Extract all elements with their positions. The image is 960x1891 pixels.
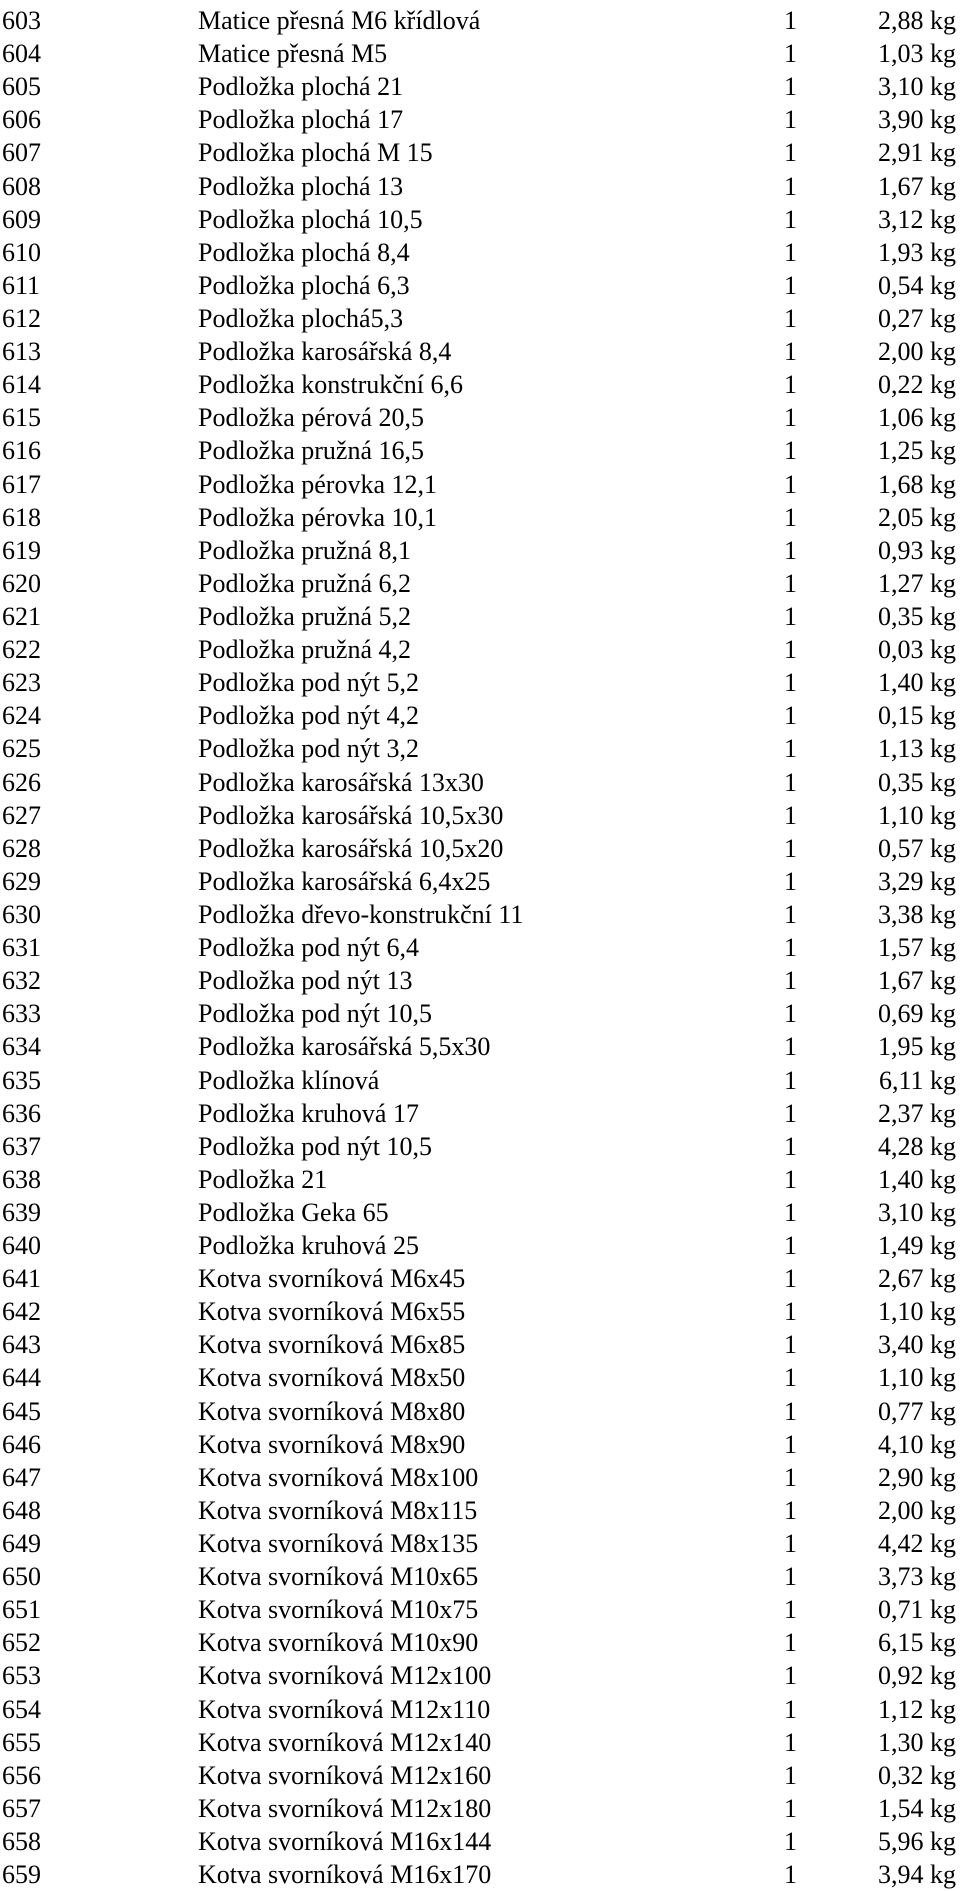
list-row (0, 236, 960, 269)
item-number: 605 (2, 72, 41, 102)
list-row (0, 1461, 960, 1494)
item-number: 642 (2, 1297, 41, 1327)
item-weight: 3,10 kg (878, 1197, 956, 1227)
item-name: Podložka karosářská 5,5x30 (198, 1032, 491, 1062)
item-quantity: 1 (784, 1330, 797, 1360)
item-name: Podložka pod nýt 5,2 (198, 668, 419, 698)
item-name: Kotva svorníková M8x100 (198, 1462, 479, 1492)
list-row (0, 766, 960, 799)
item-quantity: 1 (784, 800, 797, 830)
item-number: 610 (2, 237, 41, 267)
item-quantity: 1 (784, 303, 797, 333)
item-weight: 0,57 kg (878, 833, 956, 863)
item-quantity: 1 (784, 1661, 797, 1691)
item-weight: 1,40 kg (878, 1164, 956, 1194)
item-number: 647 (2, 1462, 41, 1492)
list-row (0, 1163, 960, 1196)
item-quantity: 1 (784, 270, 797, 300)
item-quantity: 1 (784, 370, 797, 400)
item-quantity: 1 (784, 502, 797, 532)
item-name: Podložka pod nýt 3,2 (198, 734, 419, 764)
item-number: 653 (2, 1661, 41, 1691)
item-quantity: 1 (784, 1032, 797, 1062)
list-row (0, 1560, 960, 1593)
item-quantity: 1 (784, 72, 797, 102)
item-number: 654 (2, 1694, 41, 1724)
item-weight: 1,49 kg (878, 1231, 956, 1261)
item-name: Podložka pružná 16,5 (198, 436, 425, 466)
item-number: 629 (2, 866, 41, 896)
list-row (0, 1196, 960, 1229)
item-number: 649 (2, 1529, 41, 1559)
item-quantity: 1 (784, 535, 797, 565)
item-name: Kotva svorníková M8x135 (198, 1529, 479, 1559)
list-row (0, 1428, 960, 1461)
item-quantity: 1 (784, 767, 797, 797)
item-number: 607 (2, 138, 41, 168)
item-weight: 0,27 kg (878, 303, 956, 333)
item-weight: 0,32 kg (878, 1760, 956, 1790)
list-row (0, 534, 960, 567)
item-weight: 2,67 kg (878, 1264, 956, 1294)
list-row (0, 4, 960, 37)
item-number: 645 (2, 1396, 41, 1426)
item-number: 636 (2, 1098, 41, 1128)
list-row (0, 1229, 960, 1262)
item-quantity: 1 (784, 568, 797, 598)
item-name: Podložka plochá 17 (198, 105, 404, 135)
list-row (0, 1097, 960, 1130)
item-weight: 0,93 kg (878, 535, 956, 565)
item-quantity: 1 (784, 1694, 797, 1724)
item-number: 614 (2, 370, 41, 400)
item-name: Podložka plochá 10,5 (198, 204, 423, 234)
item-number: 644 (2, 1363, 41, 1393)
item-name: Kotva svorníková M6x45 (198, 1264, 466, 1294)
item-name: Kotva svorníková M10x65 (198, 1562, 479, 1592)
item-quantity: 1 (784, 1529, 797, 1559)
item-name: Podložka pod nýt 10,5 (198, 999, 432, 1029)
item-name: Podložka karosářská 10,5x20 (198, 833, 504, 863)
item-weight: 2,37 kg (878, 1098, 956, 1128)
item-number: 631 (2, 933, 41, 963)
item-quantity: 1 (784, 105, 797, 135)
item-number: 613 (2, 337, 41, 367)
list-row (0, 1494, 960, 1527)
list-row (0, 401, 960, 434)
item-number: 628 (2, 833, 41, 863)
list-row (0, 1130, 960, 1163)
item-quantity: 1 (784, 1495, 797, 1525)
item-quantity: 1 (784, 966, 797, 996)
item-name: Podložka Geka 65 (198, 1197, 389, 1227)
list-row (0, 1030, 960, 1063)
item-weight: 1,27 kg (878, 568, 956, 598)
item-name: Podložka karosářská 10,5x30 (198, 800, 504, 830)
item-weight: 1,95 kg (878, 1032, 956, 1062)
item-weight: 3,10 kg (878, 72, 956, 102)
product-list (0, 4, 960, 1891)
item-quantity: 1 (784, 635, 797, 665)
item-name: Kotva svorníková M8x50 (198, 1363, 466, 1393)
item-weight: 1,67 kg (878, 966, 956, 996)
list-row (0, 1064, 960, 1097)
item-number: 656 (2, 1760, 41, 1790)
item-name: Podložka pod nýt 10,5 (198, 1131, 432, 1161)
item-quantity: 1 (784, 237, 797, 267)
item-weight: 1,10 kg (878, 800, 956, 830)
item-weight: 1,12 kg (878, 1694, 956, 1724)
item-weight: 0,35 kg (878, 767, 956, 797)
item-weight: 3,12 kg (878, 204, 956, 234)
item-weight: 1,68 kg (878, 469, 956, 499)
item-name: Kotva svorníková M16x144 (198, 1827, 492, 1857)
item-quantity: 1 (784, 204, 797, 234)
item-name: Podložka pod nýt 4,2 (198, 701, 419, 731)
list-row (0, 1295, 960, 1328)
item-number: 635 (2, 1065, 41, 1095)
item-quantity: 1 (784, 933, 797, 963)
item-weight: 1,57 kg (878, 933, 956, 963)
item-name: Podložka pod nýt 6,4 (198, 933, 419, 963)
item-weight: 0,92 kg (878, 1661, 956, 1691)
item-quantity: 1 (784, 1164, 797, 1194)
item-weight: 5,96 kg (878, 1827, 956, 1857)
list-row (0, 1262, 960, 1295)
item-weight: 3,73 kg (878, 1562, 956, 1592)
item-name: Podložka plochá5,3 (198, 303, 404, 333)
item-name: Podložka karosářská 8,4 (198, 337, 452, 367)
item-number: 604 (2, 39, 41, 69)
item-quantity: 1 (784, 1760, 797, 1790)
item-number: 658 (2, 1827, 41, 1857)
list-row (0, 1626, 960, 1659)
item-name: Podložka konstrukční 6,6 (198, 370, 464, 400)
item-quantity: 1 (784, 1197, 797, 1227)
list-row (0, 37, 960, 70)
item-number: 632 (2, 966, 41, 996)
item-name: Kotva svorníková M8x90 (198, 1429, 466, 1459)
item-name: Matice přesná M6 křídlová (198, 6, 481, 35)
item-weight: 1,10 kg (878, 1297, 956, 1327)
item-weight: 3,38 kg (878, 899, 956, 929)
item-quantity: 1 (784, 1793, 797, 1823)
item-number: 617 (2, 469, 41, 499)
item-quantity: 1 (784, 1827, 797, 1857)
list-row (0, 567, 960, 600)
item-quantity: 1 (784, 999, 797, 1029)
list-row (0, 1593, 960, 1626)
item-weight: 2,91 kg (878, 138, 956, 168)
item-weight: 2,90 kg (878, 1462, 956, 1492)
item-name: Kotva svorníková M12x180 (198, 1793, 492, 1823)
item-quantity: 1 (784, 403, 797, 433)
list-row (0, 1659, 960, 1692)
item-name: Matice přesná M5 (198, 39, 388, 69)
item-name: Podložka pružná 6,2 (198, 568, 412, 598)
list-row (0, 269, 960, 302)
item-weight: 3,29 kg (878, 866, 956, 896)
item-name: Podložka 21 (198, 1164, 328, 1194)
item-number: 646 (2, 1429, 41, 1459)
item-quantity: 1 (784, 469, 797, 499)
item-quantity: 1 (784, 138, 797, 168)
item-weight: 6,15 kg (878, 1628, 956, 1658)
item-number: 637 (2, 1131, 41, 1161)
item-number: 622 (2, 635, 41, 665)
list-row (0, 1759, 960, 1792)
item-weight: 0,22 kg (878, 370, 956, 400)
item-number: 643 (2, 1330, 41, 1360)
item-number: 612 (2, 303, 41, 333)
list-row (0, 70, 960, 103)
list-row (0, 666, 960, 699)
item-quantity: 1 (784, 1065, 797, 1095)
item-number: 650 (2, 1562, 41, 1592)
item-name: Podložka plochá 6,3 (198, 270, 410, 300)
item-quantity: 1 (784, 866, 797, 896)
list-row (0, 964, 960, 997)
item-number: 618 (2, 502, 41, 532)
item-weight: 0,69 kg (878, 999, 956, 1029)
item-name: Kotva svorníková M10x90 (198, 1628, 479, 1658)
item-name: Podložka pružná 5,2 (198, 601, 412, 631)
item-weight: 1,30 kg (878, 1727, 956, 1757)
item-number: 611 (2, 270, 41, 300)
list-row (0, 699, 960, 732)
list-row (0, 203, 960, 236)
item-number: 639 (2, 1197, 41, 1227)
item-number: 630 (2, 899, 41, 929)
item-weight: 3,90 kg (878, 105, 956, 135)
item-number: 619 (2, 535, 41, 565)
list-row (0, 103, 960, 136)
list-row (0, 468, 960, 501)
item-name: Kotva svorníková M8x80 (198, 1396, 466, 1426)
item-name: Kotva svorníková M8x115 (198, 1495, 478, 1525)
list-row (0, 501, 960, 534)
list-row (0, 1328, 960, 1361)
item-name: Podložka pružná 4,2 (198, 635, 412, 665)
item-quantity: 1 (784, 1363, 797, 1393)
item-number: 638 (2, 1164, 41, 1194)
item-quantity: 1 (784, 171, 797, 201)
list-row (0, 170, 960, 203)
item-weight: 1,25 kg (878, 436, 956, 466)
item-name: Podložka dřevo-konstrukční 11 (198, 899, 524, 929)
list-row (0, 1792, 960, 1825)
list-row (0, 799, 960, 832)
item-quantity: 1 (784, 1595, 797, 1625)
item-number: 623 (2, 668, 41, 698)
item-quantity: 1 (784, 734, 797, 764)
item-number: 606 (2, 105, 41, 135)
item-weight: 4,42 kg (878, 1529, 956, 1559)
item-weight: 1,03 kg (878, 39, 956, 69)
item-name: Podložka pérová 20,5 (198, 403, 425, 433)
item-name: Podložka kruhová 17 (198, 1098, 419, 1128)
item-weight: 0,15 kg (878, 701, 956, 731)
item-weight: 1,67 kg (878, 171, 956, 201)
item-quantity: 1 (784, 899, 797, 929)
item-name: Kotva svorníková M6x85 (198, 1330, 466, 1360)
item-quantity: 1 (784, 601, 797, 631)
item-number: 615 (2, 403, 41, 433)
item-number: 616 (2, 436, 41, 466)
item-number: 624 (2, 701, 41, 731)
item-number: 648 (2, 1495, 41, 1525)
list-row (0, 1527, 960, 1560)
item-name: Podložka karosářská 6,4x25 (198, 866, 491, 896)
item-name: Kotva svorníková M16x170 (198, 1860, 492, 1890)
item-name: Kotva svorníková M12x140 (198, 1727, 492, 1757)
item-name: Podložka plochá 21 (198, 72, 404, 102)
item-name: Kotva svorníková M12x160 (198, 1760, 492, 1790)
list-row (0, 865, 960, 898)
item-quantity: 1 (784, 39, 797, 69)
item-quantity: 1 (784, 1231, 797, 1261)
item-weight: 1,06 kg (878, 403, 956, 433)
list-row (0, 997, 960, 1030)
item-weight: 0,35 kg (878, 601, 956, 631)
item-quantity: 1 (784, 1396, 797, 1426)
item-weight: 3,94 kg (878, 1860, 956, 1890)
list-row (0, 1693, 960, 1726)
item-weight: 0,54 kg (878, 270, 956, 300)
item-name: Kotva svorníková M12x100 (198, 1661, 492, 1691)
item-quantity: 1 (784, 701, 797, 731)
list-row (0, 368, 960, 401)
item-number: 621 (2, 601, 41, 631)
item-weight: 1,10 kg (878, 1363, 956, 1393)
list-row (0, 1858, 960, 1891)
list-row (0, 1395, 960, 1428)
item-name: Kotva svorníková M12x110 (198, 1694, 491, 1724)
item-number: 652 (2, 1628, 41, 1658)
item-name: Podložka pérovka 12,1 (198, 469, 438, 499)
item-number: 655 (2, 1727, 41, 1757)
item-name: Podložka pod nýt 13 (198, 966, 413, 996)
list-row (0, 898, 960, 931)
item-name: Podložka pružná 8,1 (198, 535, 412, 565)
item-number: 633 (2, 999, 41, 1029)
item-name: Kotva svorníková M10x75 (198, 1595, 479, 1625)
item-number: 634 (2, 1032, 41, 1062)
item-quantity: 1 (784, 337, 797, 367)
item-weight: 0,71 kg (878, 1595, 956, 1625)
item-number: 651 (2, 1595, 41, 1625)
list-row (0, 600, 960, 633)
item-name: Kotva svorníková M6x55 (198, 1297, 466, 1327)
item-weight: 1,13 kg (878, 734, 956, 764)
item-quantity: 1 (784, 833, 797, 863)
list-row (0, 633, 960, 666)
item-quantity: 1 (784, 6, 797, 35)
item-weight: 2,88 kg (878, 6, 956, 35)
item-weight: 4,10 kg (878, 1429, 956, 1459)
item-name: Podložka plochá 13 (198, 171, 404, 201)
item-weight: 1,40 kg (878, 668, 956, 698)
list-row (0, 136, 960, 169)
item-name: Podložka karosářská 13x30 (198, 767, 484, 797)
item-quantity: 1 (784, 1628, 797, 1658)
list-row (0, 434, 960, 467)
list-row (0, 732, 960, 765)
list-row (0, 832, 960, 865)
item-number: 625 (2, 734, 41, 764)
item-weight: 0,77 kg (878, 1396, 956, 1426)
item-number: 608 (2, 171, 41, 201)
item-quantity: 1 (784, 1264, 797, 1294)
item-name: Podložka pérovka 10,1 (198, 502, 438, 532)
item-number: 603 (2, 6, 41, 35)
item-weight: 2,00 kg (878, 1495, 956, 1525)
list-row (0, 1825, 960, 1858)
item-name: Podložka plochá 8,4 (198, 237, 410, 267)
list-row (0, 335, 960, 368)
item-number: 641 (2, 1264, 41, 1294)
item-number: 627 (2, 800, 41, 830)
list-row (0, 1361, 960, 1394)
item-weight: 2,05 kg (878, 502, 956, 532)
item-number: 626 (2, 767, 41, 797)
item-quantity: 1 (784, 1429, 797, 1459)
item-weight: 6,11 kg (878, 1065, 956, 1095)
list-row (0, 1726, 960, 1759)
item-number: 609 (2, 204, 41, 234)
item-weight: 1,93 kg (878, 237, 956, 267)
item-name: Podložka kruhová 25 (198, 1231, 419, 1261)
item-weight: 3,40 kg (878, 1330, 956, 1360)
item-name: Podložka klínová (198, 1065, 380, 1095)
item-number: 659 (2, 1860, 41, 1890)
item-number: 640 (2, 1231, 41, 1261)
item-quantity: 1 (784, 1562, 797, 1592)
item-name: Podložka plochá M 15 (198, 138, 433, 168)
item-quantity: 1 (784, 1297, 797, 1327)
item-weight: 2,00 kg (878, 337, 956, 367)
item-quantity: 1 (784, 668, 797, 698)
item-weight: 4,28 kg (878, 1131, 956, 1161)
item-number: 657 (2, 1793, 41, 1823)
item-quantity: 1 (784, 1462, 797, 1492)
list-row (0, 931, 960, 964)
item-quantity: 1 (784, 1727, 797, 1757)
item-quantity: 1 (784, 1098, 797, 1128)
item-quantity: 1 (784, 1860, 797, 1890)
item-number: 620 (2, 568, 41, 598)
item-weight: 0,03 kg (878, 635, 956, 665)
list-row (0, 302, 960, 335)
item-quantity: 1 (784, 1131, 797, 1161)
item-quantity: 1 (784, 436, 797, 466)
item-weight: 1,54 kg (878, 1793, 956, 1823)
